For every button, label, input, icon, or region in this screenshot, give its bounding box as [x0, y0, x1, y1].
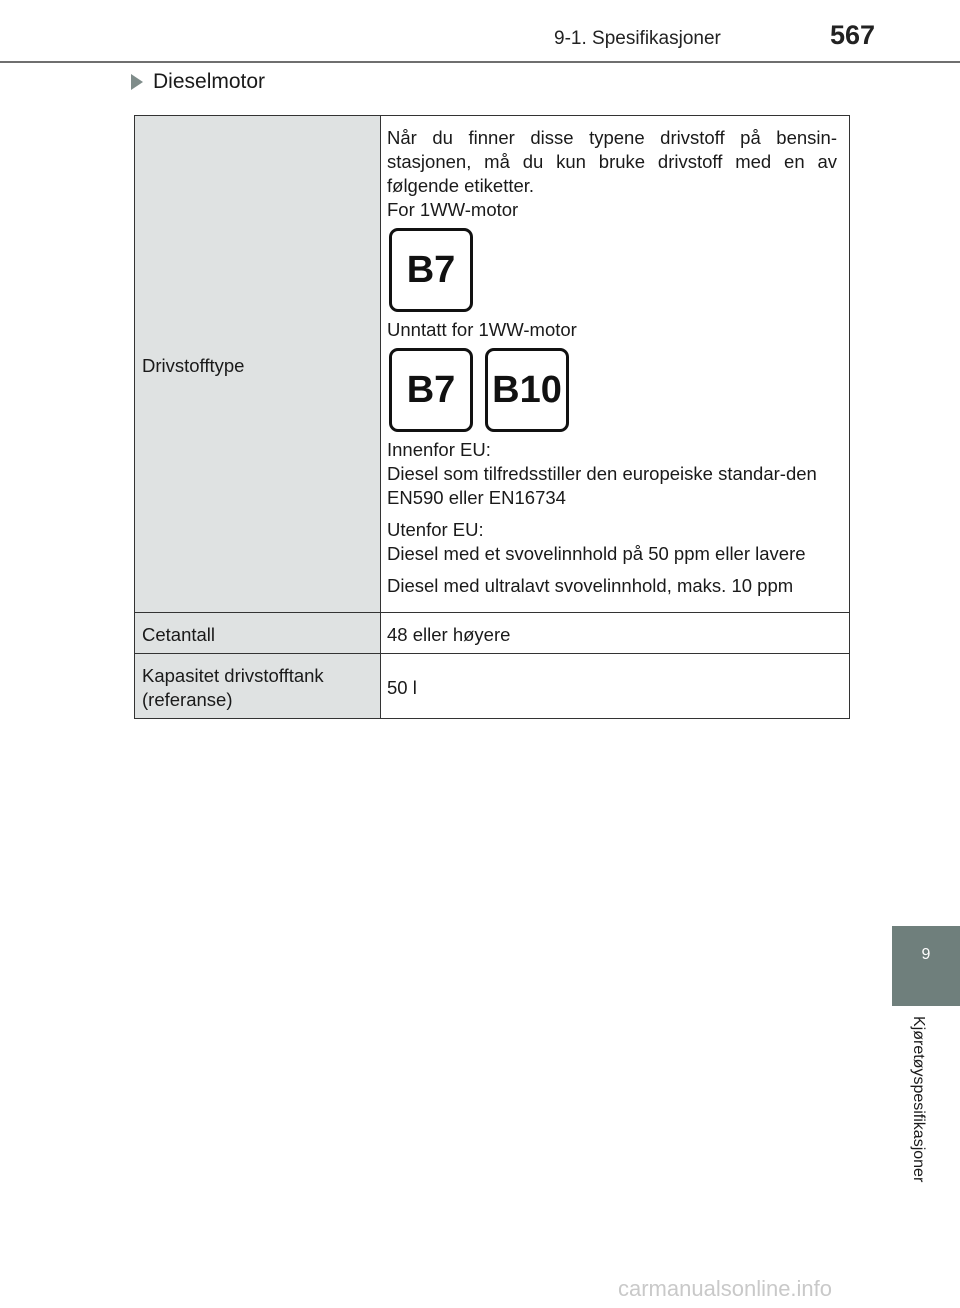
- group2-label: Unntatt for 1WW-motor: [387, 319, 577, 340]
- page-number: 567: [830, 20, 876, 50]
- header-section-title: 9-1. Spesifikasjoner: [554, 28, 721, 49]
- section-heading: [131, 70, 265, 94]
- chapter-tab-label: Kjøretøyspesifikasjoner: [910, 1016, 927, 1183]
- watermark: carmanualsonline.info: [618, 1276, 833, 1301]
- table-row-cetane: [135, 613, 850, 654]
- inside-eu-title: Innenfor EU:: [387, 439, 491, 460]
- outside-eu-title: Utenfor EU:: [387, 519, 484, 540]
- fuel-label-b7-icon: B7: [389, 348, 473, 432]
- page-header: [0, 0, 960, 60]
- bullet-triangle-icon: [131, 74, 143, 90]
- group1-badges: [389, 228, 837, 312]
- section-heading-text: Dieselmotor: [153, 70, 266, 93]
- fuel-type-label: Drivstofftype: [135, 116, 381, 613]
- fuel-label-b7-icon: B7: [389, 228, 473, 312]
- inside-eu-text: Diesel som tilfredsstiller den europeiske standar-den EN590 eller EN16734: [387, 463, 817, 508]
- ultra-low-sulfur-text: Diesel med ultralavt svovelinnhold, maks. 10 ppm: [387, 575, 794, 596]
- fuel-label-b10-icon: B10: [485, 348, 569, 432]
- header-rule: [0, 61, 960, 63]
- table-row-fuel-type: [135, 116, 850, 613]
- spec-table: [134, 115, 850, 719]
- fuel-intro-text: Når du finner disse typene drivstoff på bensin-stasjonen, må du kun bruke drivstoff med en av følgende etiketter.: [387, 127, 837, 196]
- chapter-tab[interactable]: [892, 926, 960, 1006]
- chapter-tab-number: 9: [921, 946, 931, 963]
- table-row-tank: [135, 654, 850, 719]
- cetane-label: Cetantall: [135, 613, 381, 654]
- cetane-value: 48 eller høyere: [381, 613, 850, 654]
- tank-capacity-value: 50 l: [381, 654, 850, 719]
- fuel-type-value: [381, 116, 850, 613]
- outside-eu-text: Diesel med et svovelinnhold på 50 ppm eller lavere: [387, 543, 806, 564]
- group2-badges: [389, 348, 837, 432]
- group1-label: For 1WW-motor: [387, 199, 519, 220]
- tank-capacity-label: Kapasitet drivstofftank (referanse): [135, 654, 381, 719]
